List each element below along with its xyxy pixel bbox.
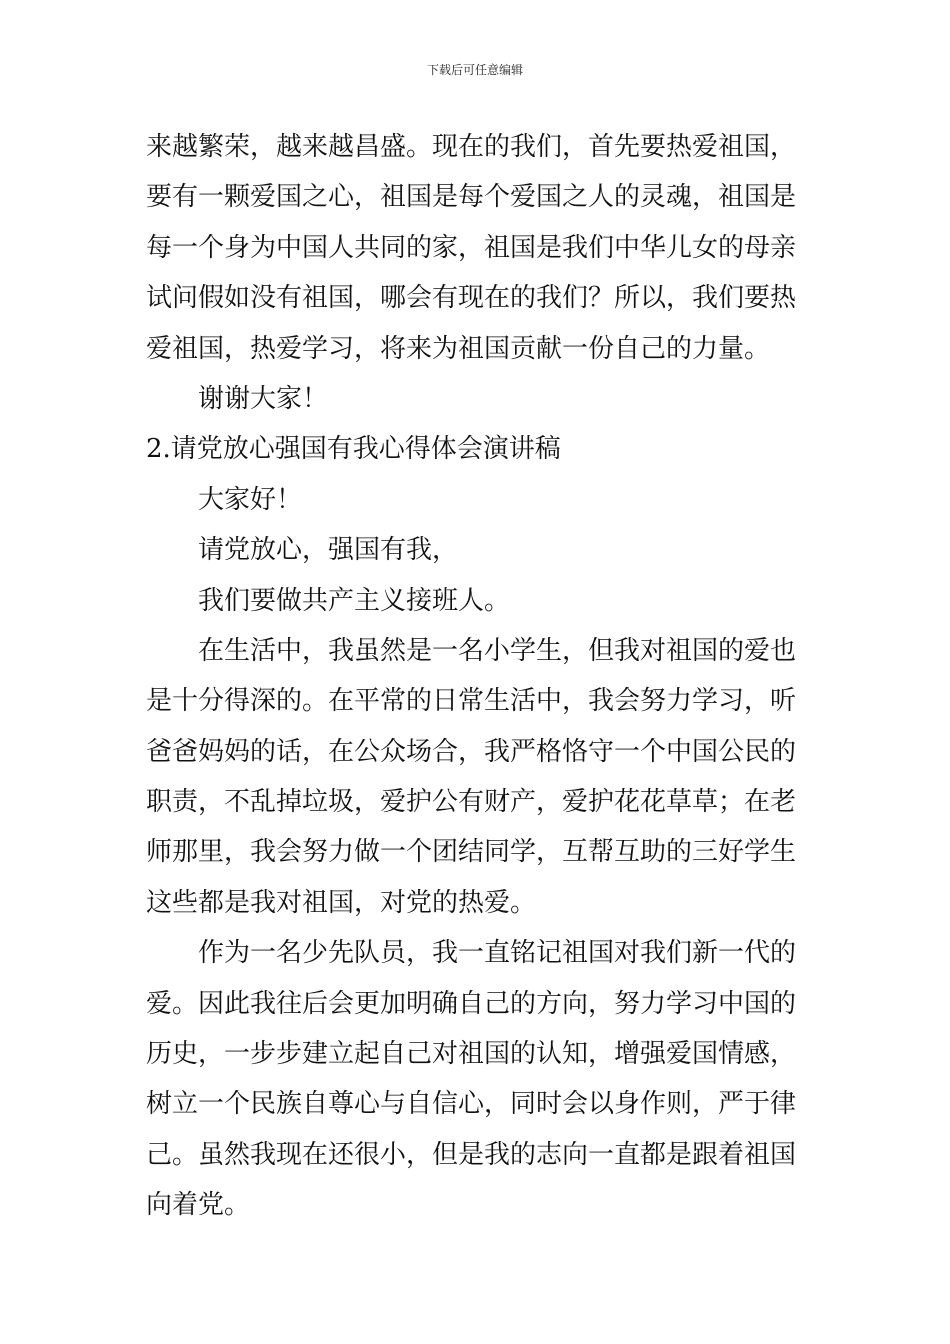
text-line: 请党放心，强国有我， (198, 535, 459, 566)
text-line: 是十分得深的。在平常的日常生活中，我会努力学习，听 (146, 686, 797, 717)
text-line: 历史，一步步建立起自己对祖国的认知，增强爱国情感， (146, 1039, 797, 1070)
document-body (146, 128, 810, 1237)
text-line: 师那里，我会努力做一个团结同学，互帮互助的三好学生 (146, 837, 797, 868)
text-line: 要有一颗爱国之心，祖国是每个爱国之人的灵魂，祖国是 (146, 182, 797, 213)
text-line: 爸爸妈妈的话，在公众场合，我严格恪守一个中国公民的 (146, 736, 797, 767)
text-line: 树立一个民族自尊心与自信心，同时会以身作则，严于律 (146, 1089, 797, 1120)
paragraph-start-line: 作为一名少先队员，我一直铭记祖国对我们新一代的 (198, 938, 797, 969)
section-heading: 2.请党放心强国有我心得体会演讲稿 (146, 434, 561, 465)
paragraph-start-line: 在生活中，我虽然是一名小学生，但我对祖国的爱也 (198, 635, 797, 666)
closing-line: 谢谢大家！ (198, 383, 329, 414)
text-line: 我们要做共产主义接班人。 (198, 585, 511, 616)
text-line: 己。虽然我现在还很小，但是我的志向一直都是跟着祖国 (146, 1139, 797, 1170)
page-header: 下载后可任意编辑 (426, 63, 523, 77)
text-line: 爱。因此我往后会更加明确自己的方向，努力学习中国的 (146, 988, 797, 1019)
text-line: 爱祖国，热爱学习，将来为祖国贡献一份自己的力量。 (146, 333, 771, 364)
text-line: 向着党。 (146, 1190, 251, 1221)
text-line: 职责，不乱掉垃圾，爱护公有财产，爱护花花草草；在老 (146, 787, 797, 818)
text-line: 试问假如没有祖国，哪会有现在的我们？所以，我们要热 (146, 283, 797, 314)
greeting-line: 大家好！ (198, 484, 303, 515)
text-line: 这些都是我对祖国，对党的热爱。 (146, 887, 537, 918)
text-line: 每一个身为中国人共同的家，祖国是我们中华儿女的母亲 (146, 232, 797, 263)
text-line: 来越繁荣，越来越昌盛。现在的我们，首先要热爱祖国， (146, 132, 797, 162)
